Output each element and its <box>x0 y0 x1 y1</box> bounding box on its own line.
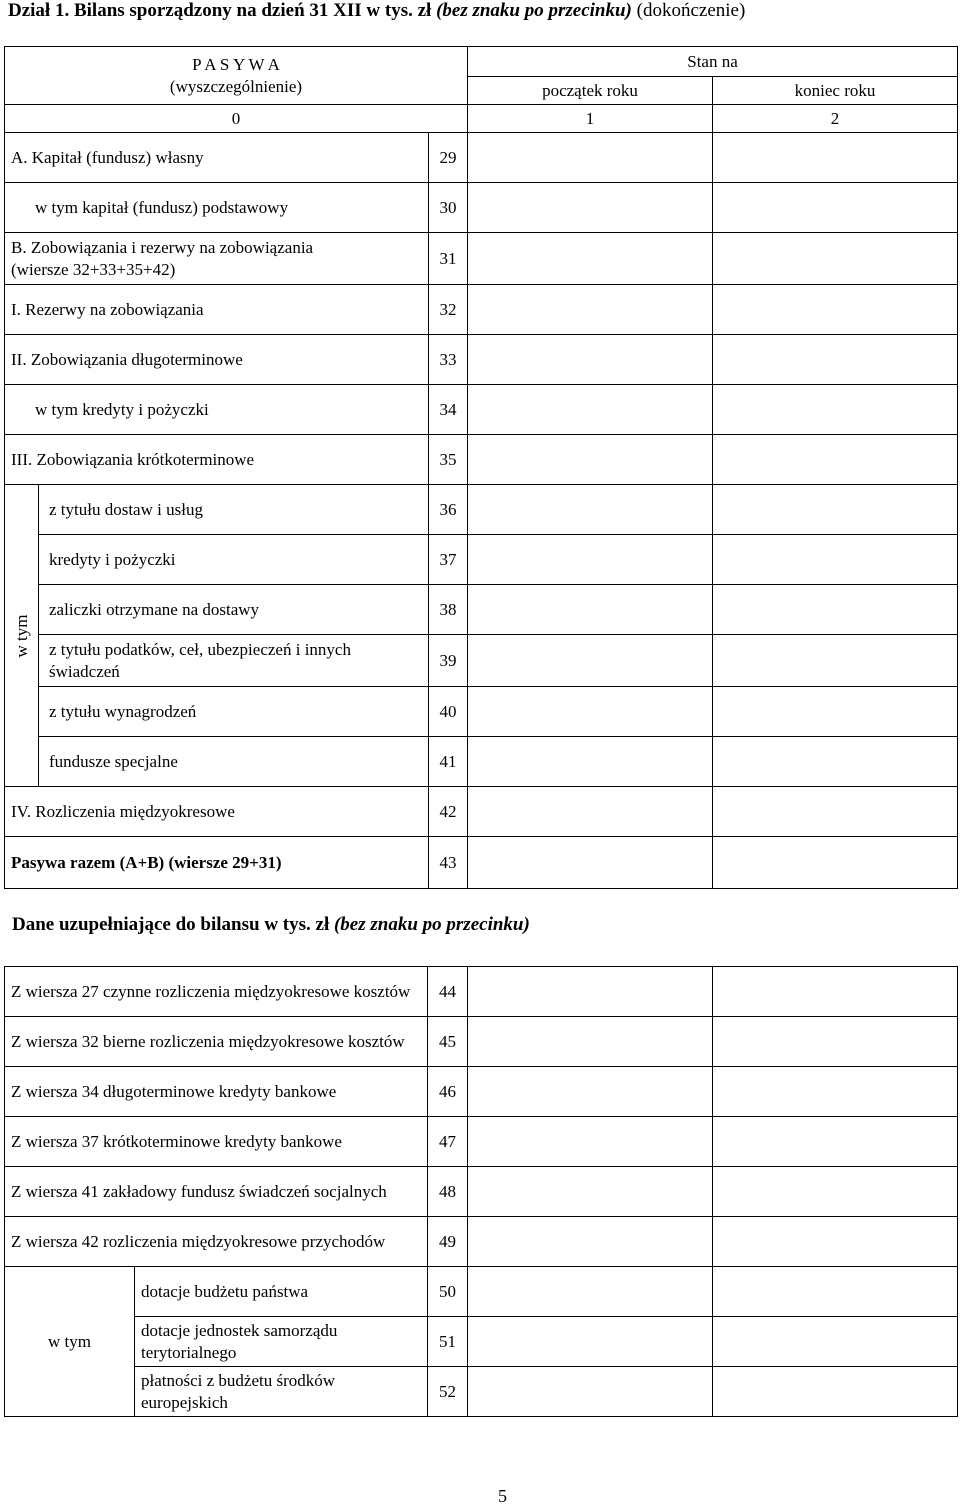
value-end-cell[interactable] <box>713 585 958 635</box>
table-row <box>5 1217 958 1267</box>
supplement-title-italic: (bez znaku po przecinku) <box>333 914 530 935</box>
table-row <box>5 485 958 535</box>
table-row <box>5 737 958 787</box>
page-number: 5 <box>498 1486 507 1506</box>
table-row <box>5 635 958 687</box>
row-label: III. Zobowiązania krótkoterminowe <box>5 435 429 485</box>
col-poczatek-roku: początek roku <box>468 77 713 105</box>
row-number: 33 <box>429 335 468 385</box>
value-start-cell[interactable] <box>468 385 713 435</box>
table-row <box>5 1067 958 1117</box>
pasywa-table <box>4 46 958 889</box>
row-number: 32 <box>429 285 468 335</box>
row-number: 34 <box>429 385 468 435</box>
row-number: 42 <box>429 787 468 837</box>
value-start-cell[interactable] <box>468 1117 713 1167</box>
value-end-cell[interactable] <box>713 535 958 585</box>
value-start-cell[interactable] <box>468 837 713 889</box>
table-row <box>5 535 958 585</box>
table-row <box>5 967 958 1017</box>
row-number: 38 <box>429 585 468 635</box>
value-start-cell[interactable] <box>468 435 713 485</box>
value-end-cell[interactable] <box>713 1367 958 1417</box>
table-row <box>5 1367 958 1417</box>
value-start-cell[interactable] <box>468 233 713 285</box>
value-start-cell[interactable] <box>468 1017 713 1067</box>
row-number: 39 <box>429 635 468 687</box>
row-number: 50 <box>428 1267 468 1317</box>
row-number: 52 <box>428 1367 468 1417</box>
pasywa-title: P A S Y W A <box>192 54 280 74</box>
value-end-cell[interactable] <box>713 435 958 485</box>
row-label: w tym kredyty i pożyczki <box>5 385 429 435</box>
section-heading <box>8 0 745 22</box>
row-label: z tytułu dostaw i usług <box>39 485 429 535</box>
table-row <box>5 837 958 889</box>
table-row <box>5 1267 958 1317</box>
value-end-cell[interactable] <box>713 737 958 787</box>
value-end-cell[interactable] <box>713 1317 958 1367</box>
index-1: 1 <box>468 105 713 133</box>
w-tym-label: w tym <box>48 1331 91 1351</box>
table-row <box>5 285 958 335</box>
table-row <box>5 585 958 635</box>
index-2: 2 <box>713 105 958 133</box>
value-start-cell[interactable] <box>468 183 713 233</box>
row-label: Z wiersza 37 krótkoterminowe kredyty bankowe <box>5 1117 428 1167</box>
value-start-cell[interactable] <box>468 1367 713 1417</box>
row-number: 49 <box>428 1217 468 1267</box>
value-end-cell[interactable] <box>713 1117 958 1167</box>
stan-na-header: Stan na <box>468 47 958 77</box>
value-start-cell[interactable] <box>468 335 713 385</box>
value-start-cell[interactable] <box>468 1167 713 1217</box>
row-label: Z wiersza 27 czynne rozliczenia międzyokresowe kosztów <box>5 967 428 1017</box>
value-end-cell[interactable] <box>713 385 958 435</box>
row-number: 40 <box>429 687 468 737</box>
value-start-cell[interactable] <box>468 787 713 837</box>
heading-tail: (dokończenie) <box>636 0 746 21</box>
row-label: dotacje budżetu państwa <box>135 1267 428 1317</box>
w-tym-group <box>5 1267 135 1417</box>
value-start-cell[interactable] <box>468 1267 713 1317</box>
row-label: A. Kapitał (fundusz) własny <box>5 133 429 183</box>
row-number: 30 <box>429 183 468 233</box>
value-start-cell[interactable] <box>468 1317 713 1367</box>
heading-main: Dział 1. Bilans sporządzony na dzień 31 XII w tys. zł <box>8 0 432 21</box>
value-start-cell[interactable] <box>468 535 713 585</box>
row-number: 43 <box>429 837 468 889</box>
table-row <box>5 385 958 435</box>
row-label: z tytułu wynagrodzeń <box>39 687 429 737</box>
row-label: IV. Rozliczenia międzyokresowe <box>5 787 429 837</box>
table-row <box>5 1317 958 1367</box>
row-label: kredyty i pożyczki <box>39 535 429 585</box>
value-end-cell[interactable] <box>713 1067 958 1117</box>
value-end-cell[interactable] <box>713 687 958 737</box>
row-label: Z wiersza 34 długoterminowe kredyty bankowe <box>5 1067 428 1117</box>
value-start-cell[interactable] <box>468 967 713 1017</box>
table-row <box>5 233 958 285</box>
value-end-cell[interactable] <box>713 1017 958 1067</box>
table-row <box>5 133 958 183</box>
value-start-cell[interactable] <box>468 1217 713 1267</box>
value-end-cell[interactable] <box>713 1267 958 1317</box>
value-end-cell[interactable] <box>713 635 958 687</box>
value-start-cell[interactable] <box>468 485 713 535</box>
table-row <box>5 1017 958 1067</box>
value-end-cell[interactable] <box>713 233 958 285</box>
value-start-cell[interactable] <box>468 635 713 687</box>
value-end-cell[interactable] <box>713 335 958 385</box>
row-number: 48 <box>428 1167 468 1217</box>
table-row <box>5 1167 958 1217</box>
row-number: 45 <box>428 1017 468 1067</box>
value-end-cell[interactable] <box>713 1217 958 1267</box>
value-end-cell[interactable] <box>713 183 958 233</box>
row-number: 46 <box>428 1067 468 1117</box>
row-label: z tytułu podatków, ceł, ubezpieczeń i innych świadczeń <box>39 635 429 687</box>
table-row <box>5 1117 958 1167</box>
table-row <box>5 183 958 233</box>
row-label: II. Zobowiązania długoterminowe <box>5 335 429 385</box>
row-label: w tym kapitał (fundusz) podstawowy <box>5 183 429 233</box>
heading-italic: (bez znaku po przecinku) <box>436 0 632 21</box>
row-number: 44 <box>428 967 468 1017</box>
row-number: 51 <box>428 1317 468 1367</box>
row-number: 29 <box>429 133 468 183</box>
value-end-cell[interactable] <box>713 967 958 1017</box>
value-start-cell[interactable] <box>468 737 713 787</box>
row-number: 41 <box>429 737 468 787</box>
supplement-title: Dane uzupełniające do bilansu w tys. zł <box>12 914 330 935</box>
supplement-table <box>4 966 958 1417</box>
value-end-cell[interactable] <box>713 285 958 335</box>
w-tym-label: w tym <box>11 614 31 657</box>
value-end-cell[interactable] <box>713 837 958 889</box>
table-row <box>5 335 958 385</box>
row-number: 37 <box>429 535 468 585</box>
row-number: 36 <box>429 485 468 535</box>
row-label: płatności z budżetu środków europejskich <box>135 1367 428 1417</box>
row-number: 35 <box>429 435 468 485</box>
table-row <box>5 435 958 485</box>
value-end-cell[interactable] <box>713 1167 958 1217</box>
index-0: 0 <box>5 105 468 133</box>
col-koniec-roku: koniec roku <box>713 77 958 105</box>
value-end-cell[interactable] <box>713 133 958 183</box>
row-label: dotacje jednostek samorządu terytorialnego <box>135 1317 428 1367</box>
value-start-cell[interactable] <box>468 1067 713 1117</box>
supplement-heading <box>12 914 530 936</box>
row-label: Z wiersza 41 zakładowy fundusz świadczeń socjalnych <box>5 1167 428 1217</box>
value-start-cell[interactable] <box>468 133 713 183</box>
row-label: B. Zobowiązania i rezerwy na zobowiązania (wiersze 32+33+35+42) <box>5 233 429 285</box>
row-label: zaliczki otrzymane na dostawy <box>39 585 429 635</box>
row-number: 31 <box>429 233 468 285</box>
value-start-cell[interactable] <box>468 285 713 335</box>
row-label: fundusze specjalne <box>39 737 429 787</box>
table-row <box>5 687 958 737</box>
value-start-cell[interactable] <box>468 585 713 635</box>
value-end-cell[interactable] <box>713 485 958 535</box>
row-label: Z wiersza 32 bierne rozliczenia międzyokresowe kosztów <box>5 1017 428 1067</box>
pasywa-header <box>5 47 468 105</box>
w-tym-group <box>5 485 39 787</box>
value-end-cell[interactable] <box>713 787 958 837</box>
row-label: Z wiersza 42 rozliczenia międzyokresowe przychodów <box>5 1217 428 1267</box>
row-number: 47 <box>428 1117 468 1167</box>
value-start-cell[interactable] <box>468 687 713 737</box>
row-label: Pasywa razem (A+B) (wiersze 29+31) <box>5 837 429 889</box>
row-label: I. Rezerwy na zobowiązania <box>5 285 429 335</box>
table-row <box>5 787 958 837</box>
pasywa-subtitle: (wyszczególnienie) <box>169 76 303 96</box>
